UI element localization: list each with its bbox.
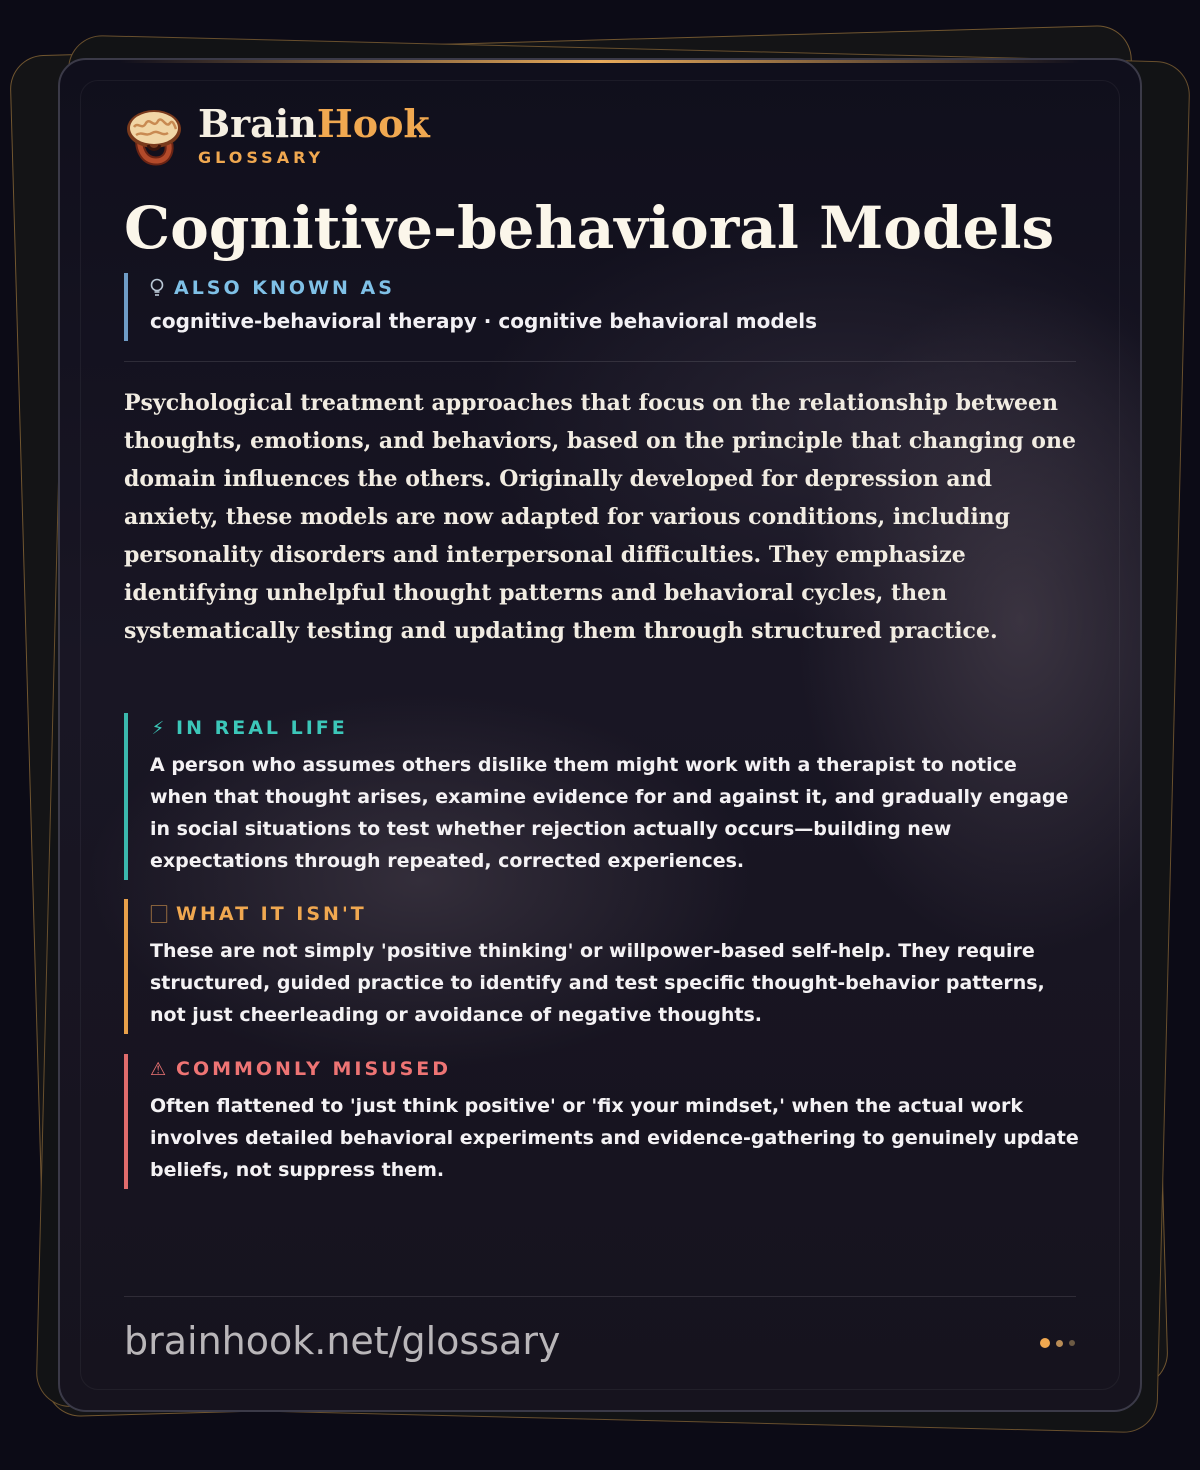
in-real-life-text: A person who assumes others dislike them might work with a therapist to notice when that thought arises, examine evidence for and against it, and gradually engage in social situations to test whether rejection actually occurs—building new expectations through repeated, corrected experiences. (150, 754, 1069, 872)
brand-name-brain: Brain (198, 101, 317, 146)
glossary-card (58, 58, 1142, 1412)
also-known-as-label: ALSO KNOWN AS (174, 277, 395, 299)
brand-subtitle: GLOSSARY (198, 148, 325, 167)
lightning-icon: ⚡ (151, 717, 165, 739)
what-it-isnt-text: These are not simply 'positive thinking' or willpower-based self-help. They require structured, guided practice to identify and test specific thought-behavior patterns, not just cheerleading or avoidance of negative thoughts. (150, 940, 1045, 1026)
brain-hook-icon (124, 105, 184, 167)
brand-header (124, 101, 430, 167)
also-known-as-block (124, 273, 1074, 341)
in-real-life-label: IN REAL LIFE (176, 717, 348, 739)
warning-icon: ⚠ (150, 1058, 167, 1080)
brand-name-hook: Hook (316, 101, 430, 146)
pagination-dot (1056, 1340, 1063, 1347)
pagination-dot (1069, 1340, 1075, 1346)
in-real-life-callout (124, 713, 1080, 880)
commonly-misused-label: COMMONLY MISUSED (176, 1058, 452, 1080)
pagination-dots (1040, 1338, 1075, 1348)
commonly-misused-text: Often flattened to 'just think positive' or 'fix your mindset,' when the actual work involves detailed behavioral experiments and evidence-gathering to genuinely update beliefs, not suppress them. (150, 1095, 1079, 1181)
pagination-dot-active (1040, 1338, 1050, 1348)
what-it-isnt-callout (124, 899, 1080, 1034)
definition-text: Psychological treatment approaches that focus on the relationship between thoughts, emotions, and behaviors, based on the principle that changing one domain influences the others. Originally developed for depression and anxiety, these models are now adapted for various conditions, including personality disorders and interpersonal difficulties. They emphasize identifying unhelpful thought patterns and behavioral cycles, then systematically testing and updating them through structured practice. (124, 390, 1076, 644)
also-known-as-value: cognitive-behavioral therapy · cognitive behavioral models (150, 309, 817, 333)
lightbulb-icon (150, 278, 164, 298)
term-title: Cognitive-behavioral Models (124, 194, 1055, 262)
what-it-isnt-label: WHAT IT ISN'T (176, 903, 367, 925)
brand-name (198, 101, 430, 146)
divider (124, 361, 1076, 362)
footer-url[interactable]: brainhook.net/glossary (124, 1319, 561, 1363)
prohibited-icon: ⃞ (150, 905, 168, 926)
commonly-misused-callout (124, 1054, 1080, 1189)
footer-divider (124, 1296, 1076, 1297)
